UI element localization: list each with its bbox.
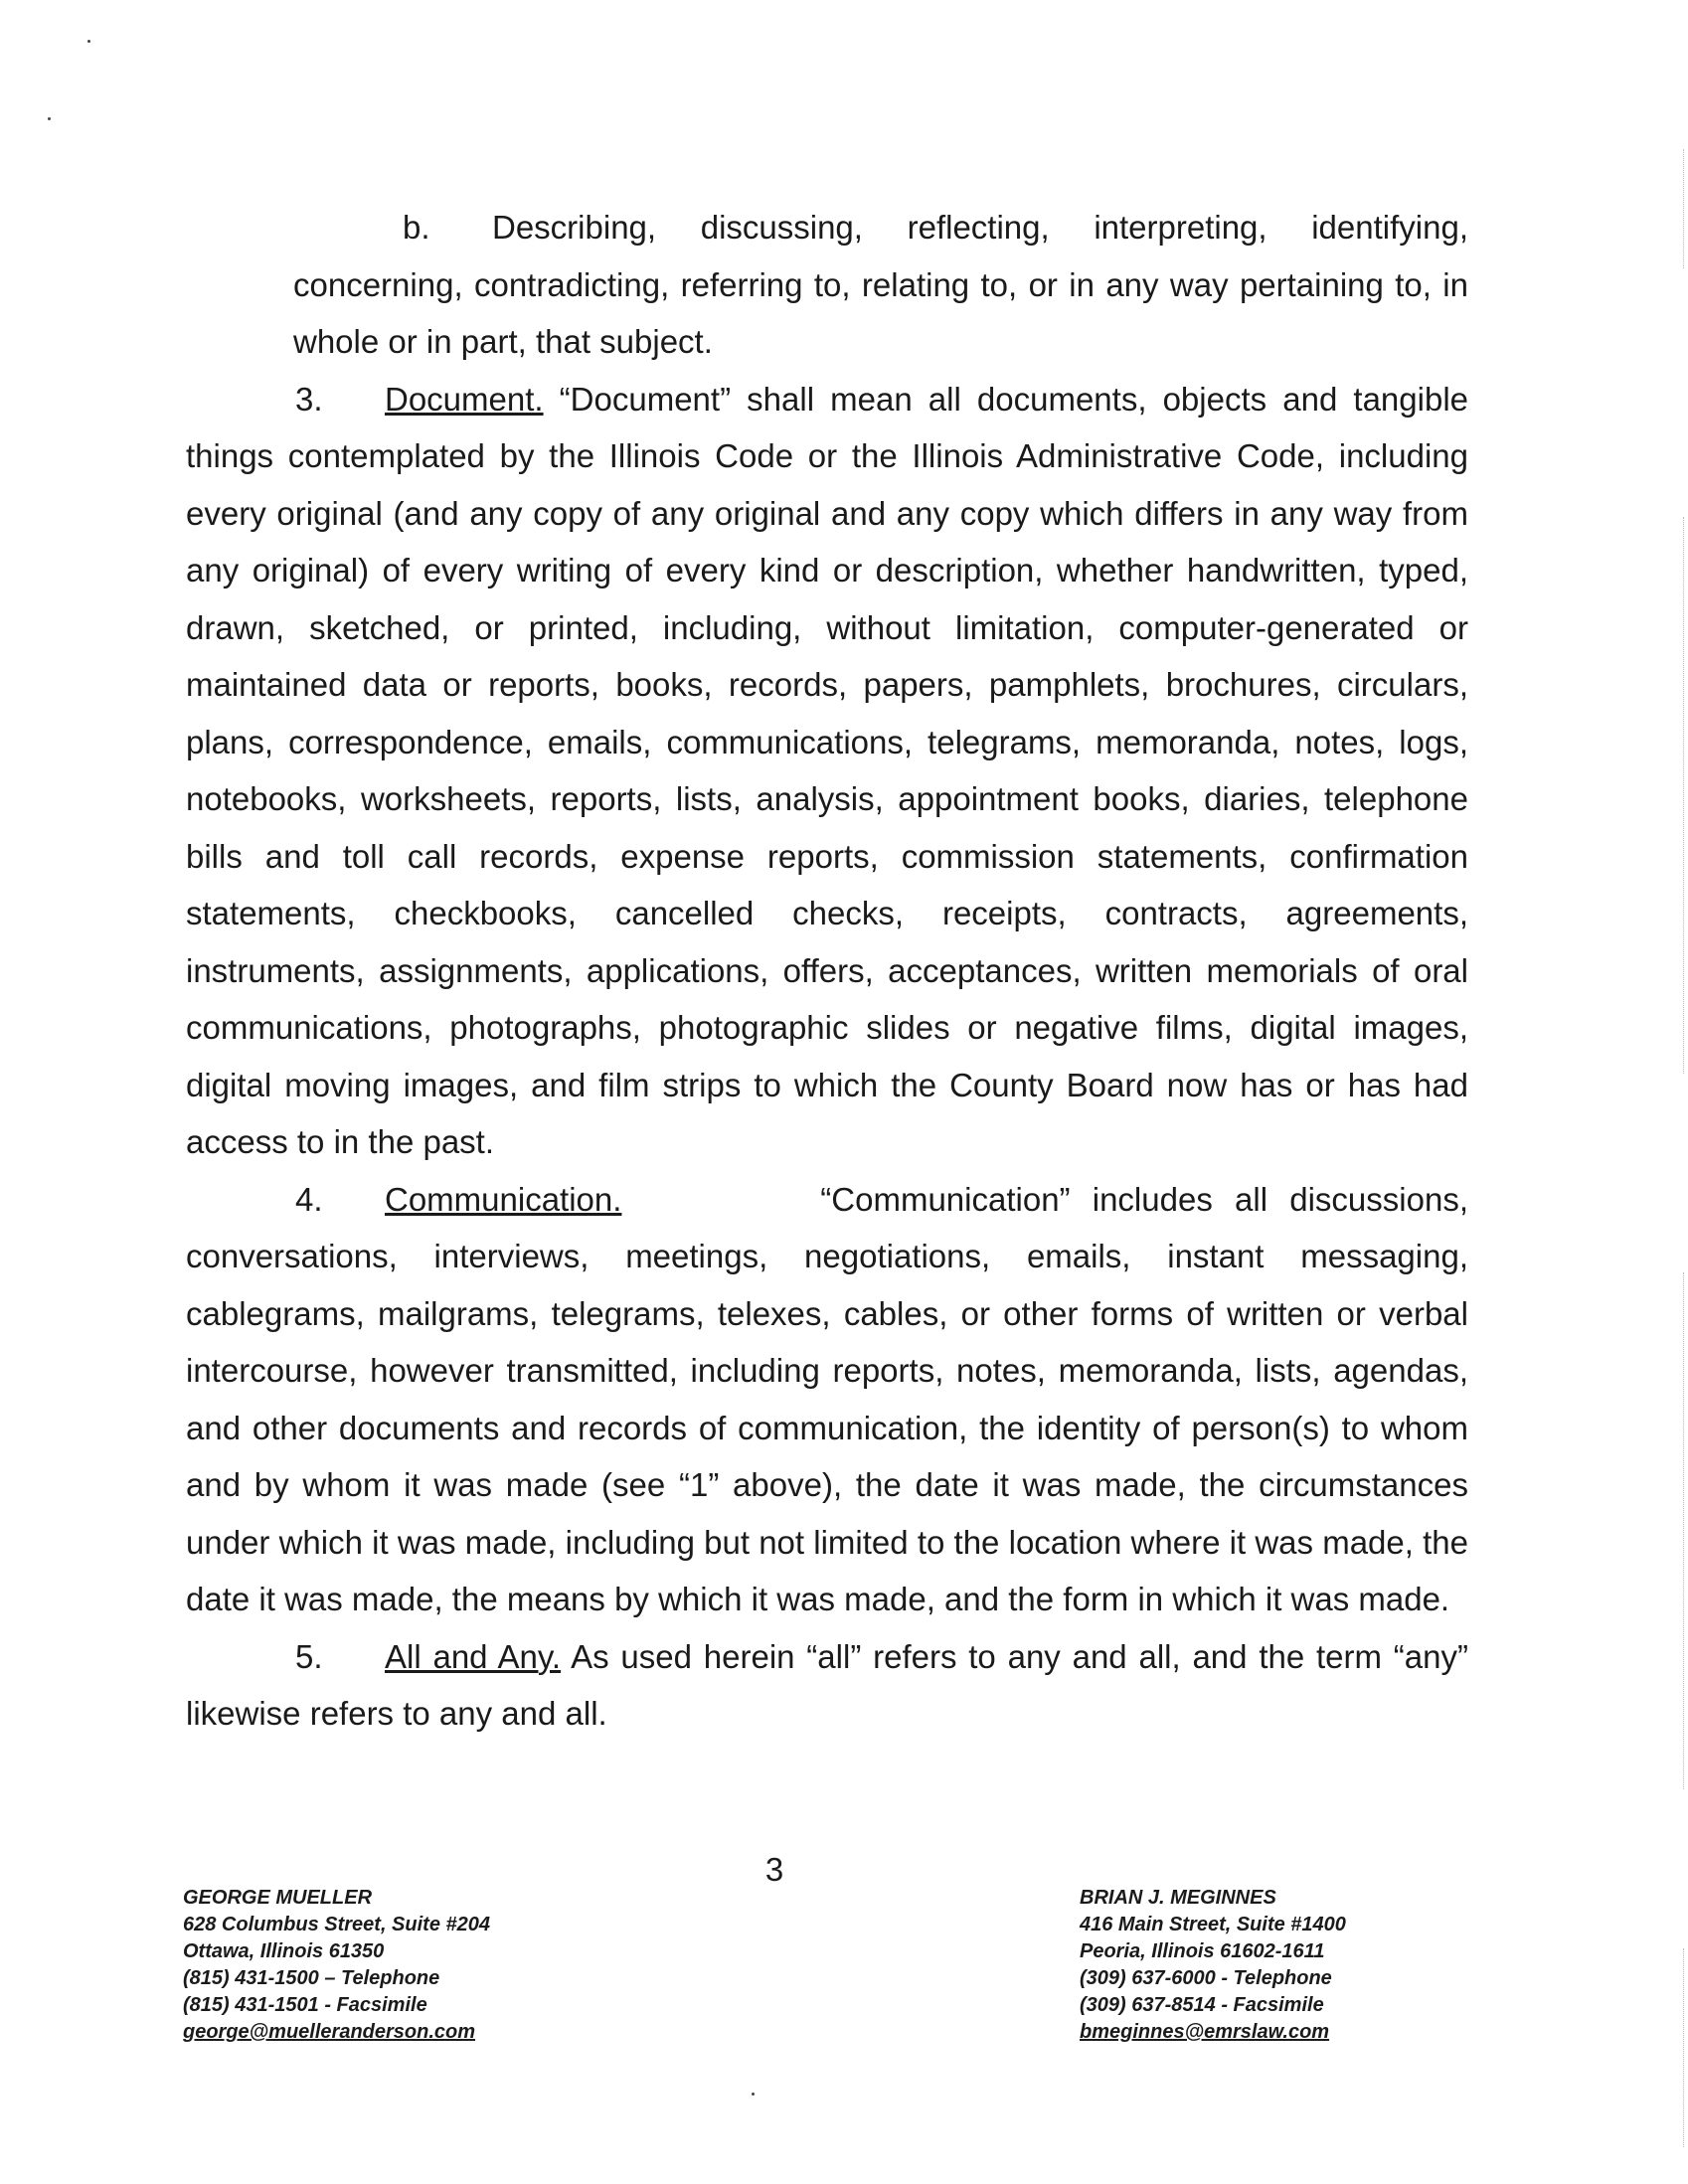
scan-edge-line (1683, 517, 1684, 1074)
paragraph-text: “Document” shall mean all documents, objects and tangible things contemplated by the Illinois Code or the Illinois Administrative Code, including every original (and any copy of any original and any copy which differs in any way from any original) of every writing of every kind or description, whether handwritten, typed, drawn, sketched, or printed, including, without limitation, computer-generated or maintained data or reports, books, records, papers, pamphlets, brochures, circulars, plans, correspondence, emails, communications, telegrams, memoranda, notes, logs, notebooks, worksheets, reports, lists, analysis, appointment books, diaries, telephone bills and toll call records, expense reports, commission statements, confirmation statements, checkbooks, cancelled checks, receipts, contracts, agreements, instruments, assignments, applications, offers, acceptances, written memorials of oral communications, photographs, photographic slides or negative films, digital images, digital moving images, and film strips to which the County Board now has or has had access to in the past. (186, 380, 1468, 1160)
scan-speck (48, 117, 51, 120)
paragraph-number: 5. (295, 1637, 323, 1675)
paragraph-heading: Communication. (385, 1180, 622, 1218)
paragraph-number: 3. (295, 380, 323, 418)
attorney-telephone: (309) 637-6000 - Telephone (1080, 1967, 1332, 1989)
attorney-address-line2: Ottawa, Illinois 61350 (183, 1940, 385, 1962)
attorney-facsimile: (309) 637-8514 - Facsimile (1080, 1994, 1324, 2016)
paragraph-heading: All and Any. (385, 1637, 562, 1675)
attorney-name: BRIAN J. MEGINNES (1080, 1887, 1276, 1909)
attorney-email-link[interactable]: george@muelleranderson.com (183, 2021, 476, 2043)
paragraph-4 (186, 1171, 1468, 1628)
paragraph-3 (186, 371, 1468, 1171)
attorney-email-link[interactable]: bmeginnes@emrslaw.com (1080, 2021, 1330, 2043)
scan-edge-line (1683, 149, 1684, 268)
paragraph-b (293, 199, 1468, 371)
paragraph-heading: Document. (385, 380, 544, 418)
attorney-name: GEORGE MUELLER (183, 1887, 373, 1909)
paragraph-text: As used herein “all” refers to any and all, and the term “any” likewise refers to any and all. (186, 1637, 1468, 1732)
paragraph-text: Describing, discussing, reflecting, interpreting, identifying, concerning, contradicting, referring to, relating to, or in any way pertaining to, in whole or in part, that subject. (293, 209, 1468, 360)
paragraph-number: 4. (295, 1180, 323, 1218)
scan-edge-line (1683, 1948, 1684, 2147)
paragraph-5 (186, 1628, 1468, 1743)
document-body (186, 199, 1468, 1743)
footer-attorney-left (183, 1885, 490, 2046)
paragraph-text: “Communication” includes all discussions, conversations, interviews, meetings, negotiations, emails, instant messaging, cablegrams, mailgrams, telegrams, telexes, cables, or other forms of written or verbal intercourse, however transmitted, including reports, notes, memoranda, lists, agendas, and other documents and records of communication, the identity of person(s) to whom and by whom it was made (see “1” above), the date it was made, the circumstances under which it was made, including but not limited to the location where it was made, the date it was made, the means by which it was made, and the form in which it was made. (186, 1180, 1468, 1617)
attorney-facsimile: (815) 431-1501 - Facsimile (183, 1994, 427, 2016)
scan-edge-line (1683, 1272, 1684, 1789)
attorney-address-line2: Peoria, Illinois 61602-1611 (1080, 1940, 1325, 1962)
page-number: 3 (764, 1851, 784, 1888)
attorney-address-line1: 416 Main Street, Suite #1400 (1080, 1914, 1346, 1935)
scan-speck (752, 2093, 755, 2096)
scan-speck (87, 40, 90, 43)
footer-attorney-right (1080, 1885, 1346, 2046)
attorney-telephone: (815) 431-1500 – Telephone (183, 1967, 440, 1989)
paragraph-number: b. (403, 209, 430, 246)
attorney-address-line1: 628 Columbus Street, Suite #204 (183, 1914, 491, 1935)
